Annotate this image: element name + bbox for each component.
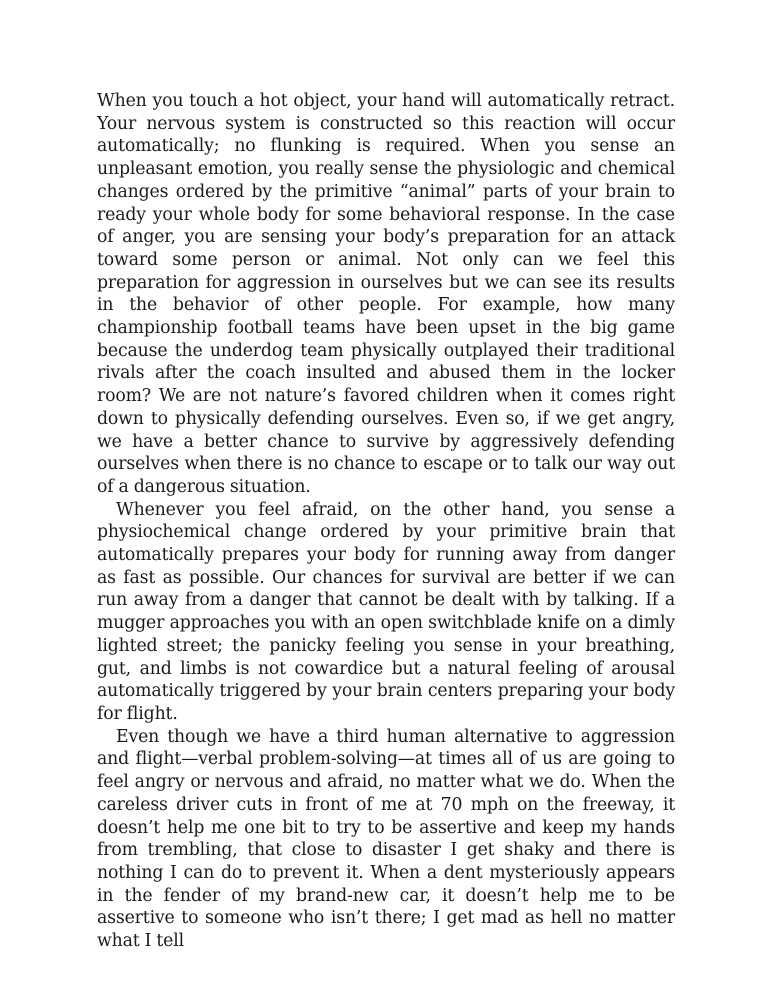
body-text <box>97 90 675 953</box>
paragraph-2: Whenever you feel afraid, on the other hand, you sense a physiochemical change ordered by your primitive brain that automatically prepares your body for running away from danger as fast as possible. Our chances for survival are better if we can run away from a danger that cannot be dealt with by talking. If a mugger approaches you with an open switchblade knife on a dimly lighted street; the panicky feeling you sense in your breathing, gut, and limbs is not cowardice but a natural feeling of arousal automatically triggered by your brain centers preparing your body for flight. <box>97 499 675 724</box>
paragraph-1: When you touch a hot object, your hand will automatically retract. Your nervous system is constructed so this reaction will occur automatically; no flunking is required. When you sense an unpleasant emotion, you really sense the physiologic and chemical changes ordered by the primitive “animal” parts of your brain to ready your whole body for some behavioral response. In the case of anger, you are sensing your body’s preparation for an attack toward some person or animal. Not only can we feel this preparation for aggression in ourselves but we can see its results in the behavior of other people. For example, how many championship football teams have been upset in the big game because the underdog team physically outplayed their traditional rivals after the coach insulted and abused them in the locker room? We are not nature’s favored children when it comes right down to physically defending ourselves. Even so, if we get angry, we have a better chance to survive by aggressively defending ourselves when there is no chance to escape or to talk our way out of a dangerous situation. <box>97 91 675 497</box>
paragraph-3: Even though we have a third human alternative to aggression and flight—verbal problem-solving—at times all of us are going to feel angry or nervous and afraid, no matter what we do. When the careless driver cuts in front of me at 70 mph on the freeway, it doesn’t help me one bit to try to be assertive and keep my hands from trembling, that close to disaster I get shaky and there is nothing I can do to prevent it. When a dent mysteriously appears in the fender of my brand-new car, it doesn’t help me to be assertive to someone who isn’t there; I get mad as hell no matter what I tell <box>97 726 675 952</box>
